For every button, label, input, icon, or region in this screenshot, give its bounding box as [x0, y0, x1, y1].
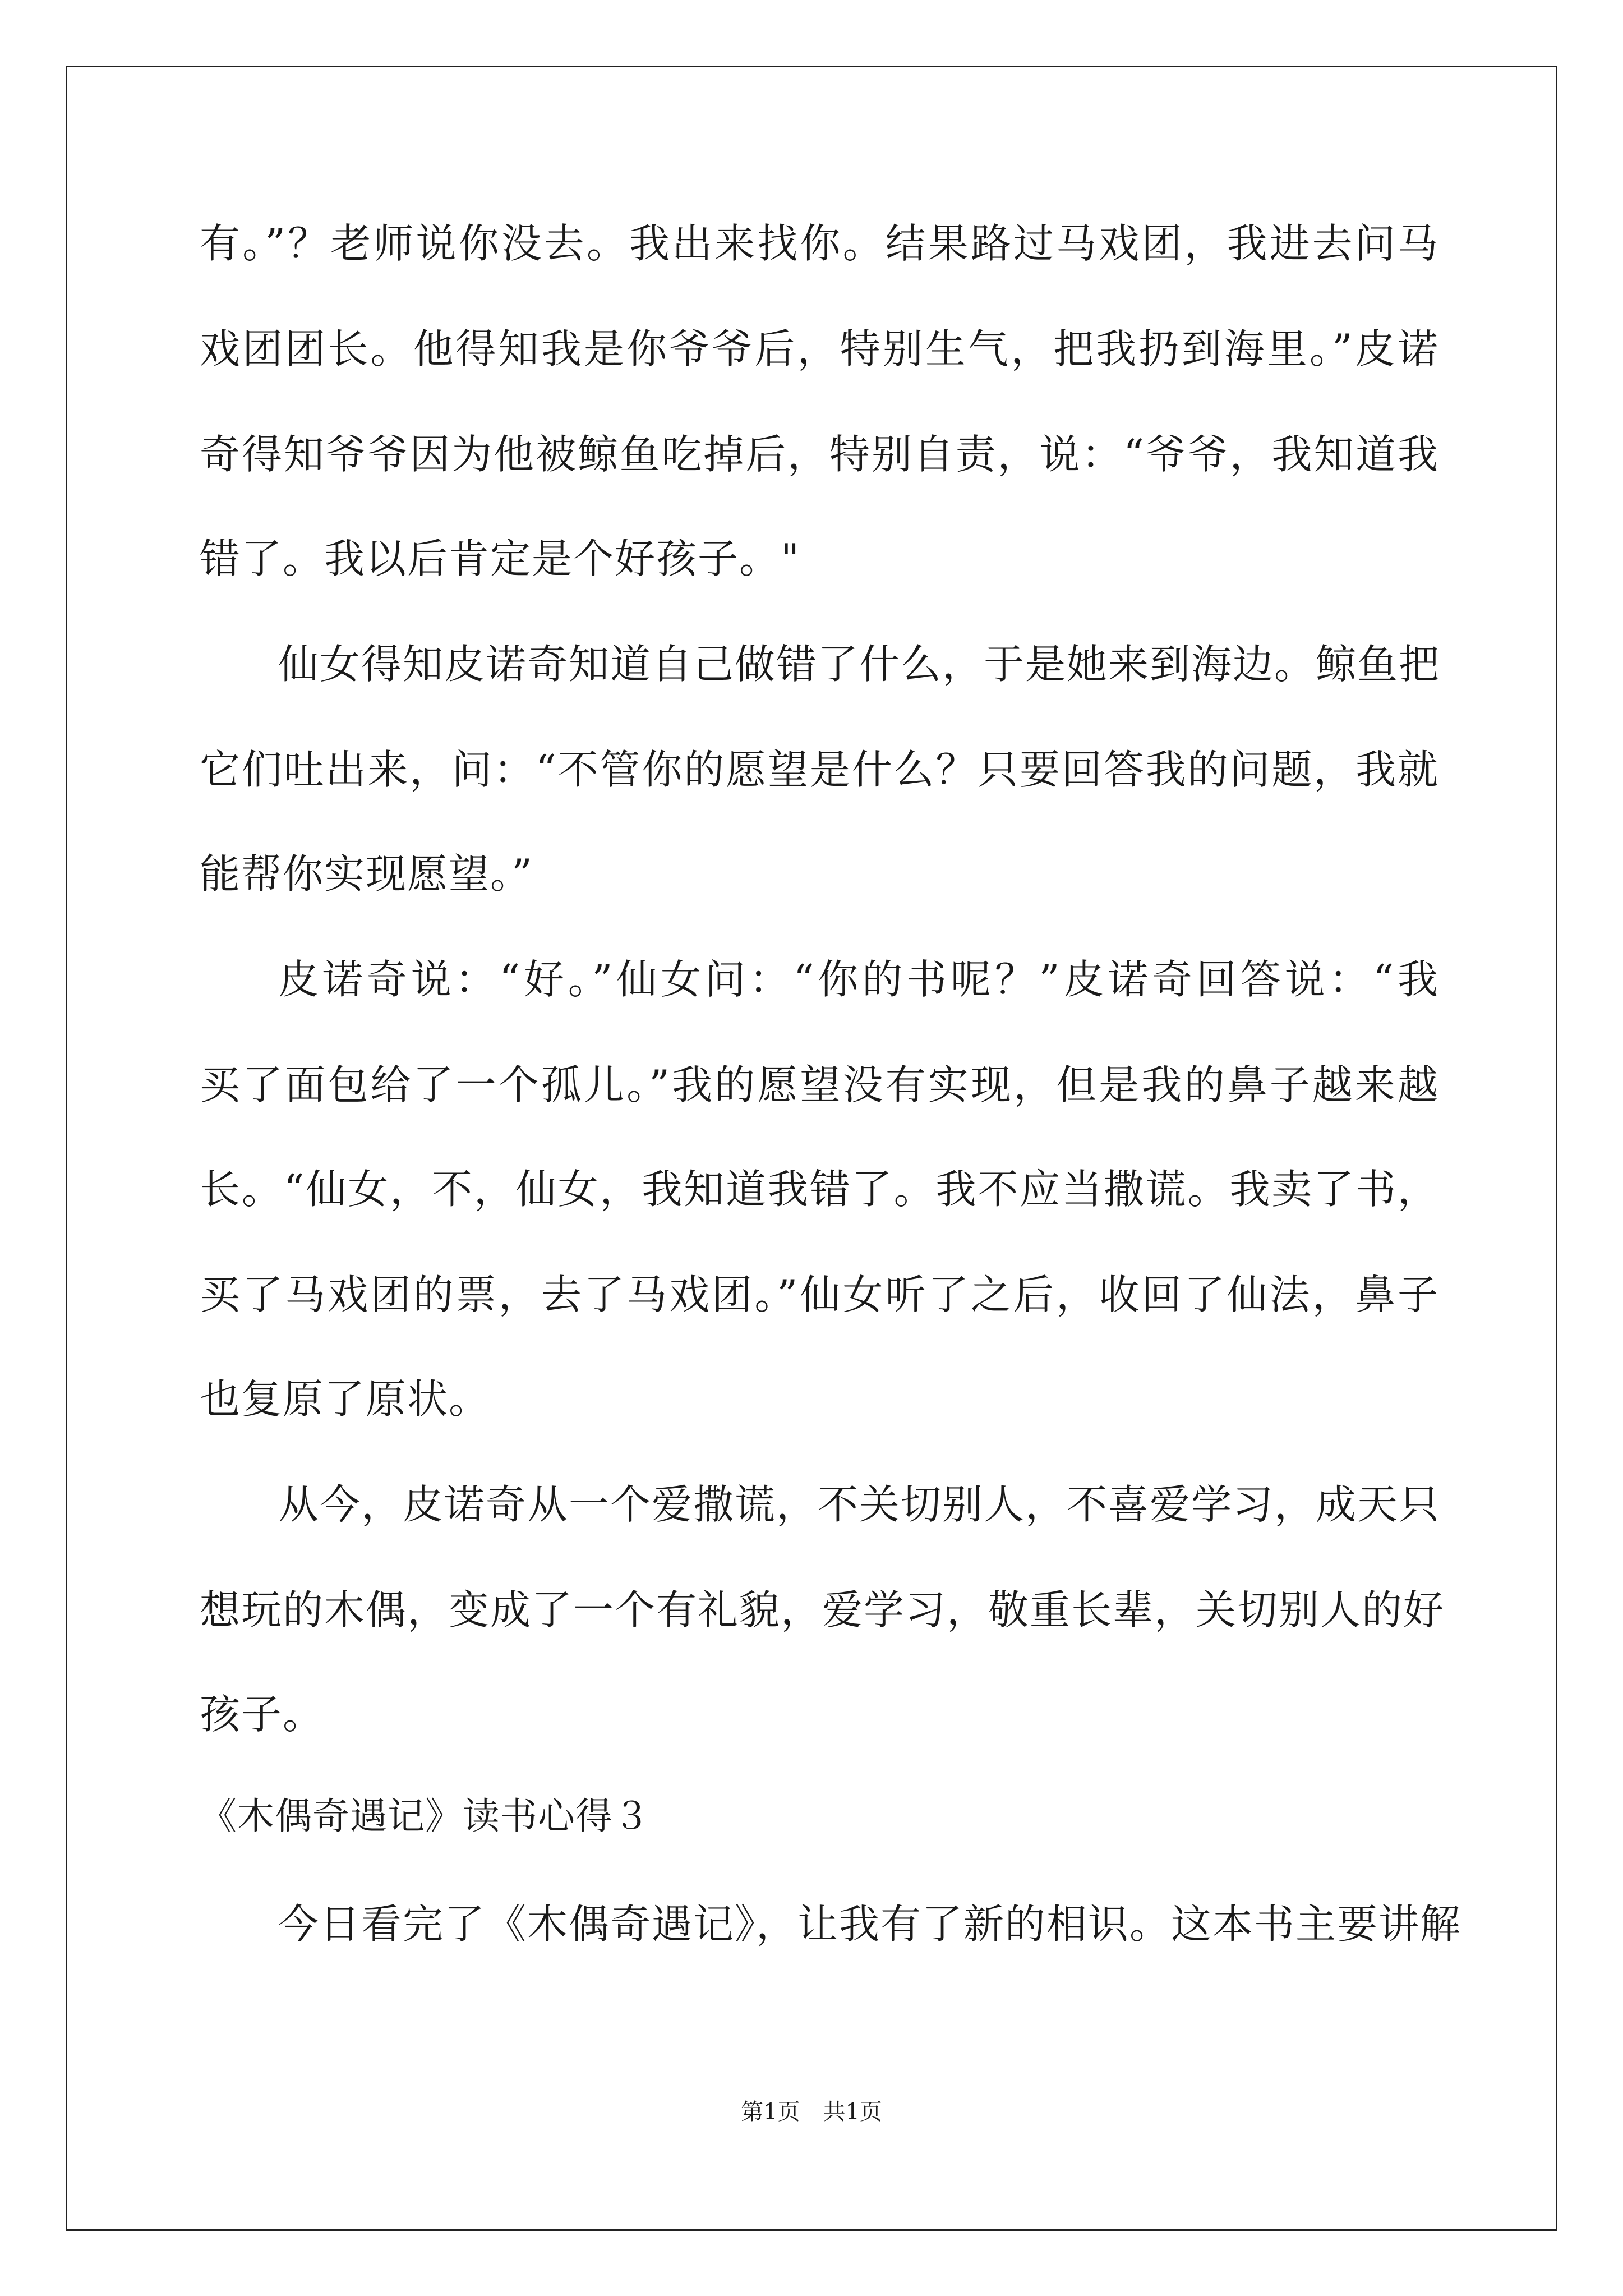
section-heading: 《木偶奇遇记》读书心得３ — [200, 1795, 651, 1838]
paragraph-1-line-2: 戏团团长。他得知我是你爷爷后，特别生气，把我扔到海里。”皮诺 — [200, 325, 1439, 372]
paragraph-1-line-1: 有。”？老师说你没去。我出来找你。结果路过马戏团，我进去问马 — [200, 220, 1439, 267]
paragraph-3-line-4: 买了马戏团的票，去了马戏团。”仙女听了之后，收回了仙法，鼻子 — [200, 1271, 1439, 1318]
paragraph-1-line-3: 奇得知爷爷因为他被鲸鱼吃掉后，特别自责，说：“爷爷，我知道我 — [200, 431, 1439, 478]
page-number: 第1页 — [741, 2099, 800, 2125]
paragraph-4-line-1: 从今，皮诺奇从一个爱撒谎，不关切别人，不喜爱学习，成天只 — [278, 1481, 1441, 1528]
paragraph-3-line-5: 也复原了原状。 — [200, 1375, 491, 1423]
final-paragraph-line-1: 今日看完了《木偶奇遇记》，让我有了新的相识。这本书主要讲解 — [278, 1901, 1462, 1948]
paragraph-1-line-4: 错了。我以后肯定是个好孩子。" — [200, 535, 801, 582]
paragraph-2-line-3: 能帮你实现愿望。” — [200, 850, 533, 898]
page-total: 共1页 — [823, 2099, 882, 2125]
paragraph-3-line-2: 买了面包给了一个孤儿。”我的愿望没有实现，但是我的鼻子越来越 — [200, 1061, 1439, 1108]
paragraph-2-line-1: 仙女得知皮诺奇知道自己做错了什么，于是她来到海边。鲸鱼把 — [278, 641, 1441, 688]
page-footer — [0, 2095, 1623, 2129]
paragraph-3-line-1: 皮诺奇说：“好。”仙女问：“你的书呢？”皮诺奇回答说：“我 — [278, 956, 1439, 1003]
paragraph-4-line-3: 孩子。 — [200, 1691, 325, 1738]
paragraph-4-line-2: 想玩的木偶，变成了一个有礼貌，爱学习，敬重长辈，关切别人的好 — [200, 1586, 1445, 1634]
paragraph-2-line-2: 它们吐出来，问：“不管你的愿望是什么？只要回答我的问题，我就 — [200, 746, 1439, 793]
paragraph-3-line-3: 长。“仙女，不，仙女，我知道我错了。我不应当撒谎。我卖了书， — [200, 1166, 1439, 1213]
